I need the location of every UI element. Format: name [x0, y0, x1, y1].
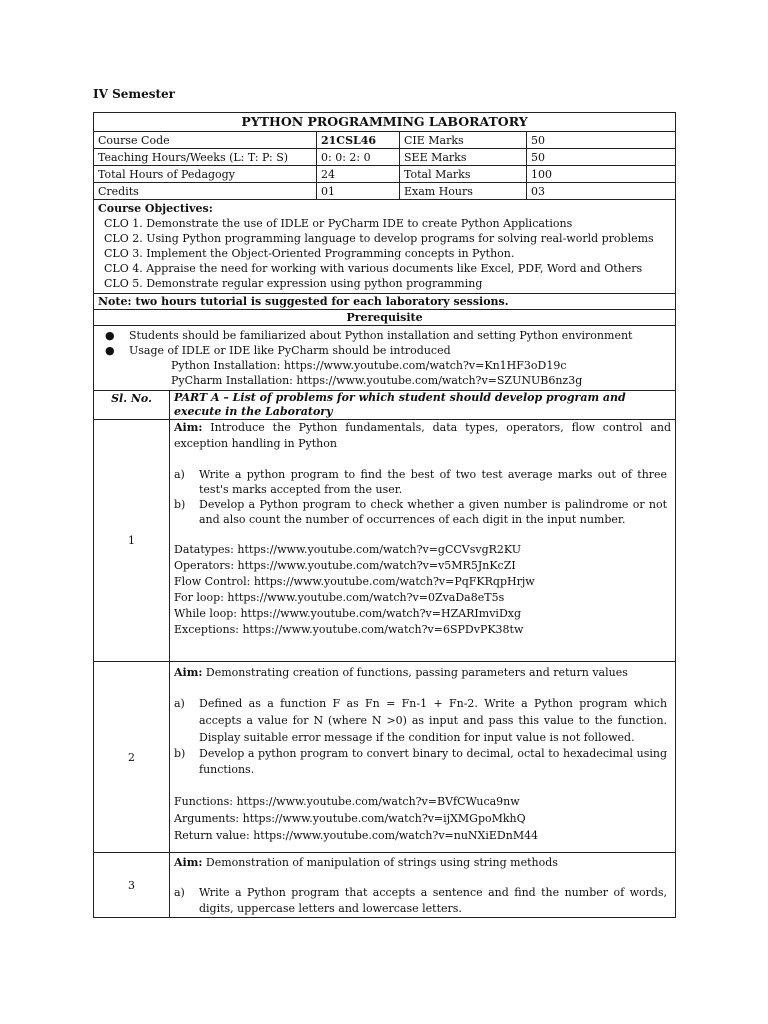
info-value: 0: 0: 2: 0 — [317, 149, 400, 166]
installation-link[interactable]: PyCharm Installation: https://www.youtube.com/watch?v=SZUNUB6nz3g — [171, 374, 583, 387]
video-link[interactable]: Functions: https://www.youtube.com/watch?v=BVfCWuca9nw — [174, 795, 520, 808]
clo-item: CLO 1. Demonstrate the use of IDLE or PyCharm IDE to create Python Applications — [104, 217, 573, 230]
question-item: a) Write a Python program that accepts a sentence and find the number of words, digits, uppercase letters and lowercase letters. — [174, 886, 668, 915]
bullet-icon: ● — [105, 329, 115, 342]
aim: Aim: Demonstration of manipulation of strings using string methods — [174, 856, 558, 869]
question-item: b) Develop a Python program to check whether a given number is palindrome or not and also count the number of occurrences of each digit in the input number. — [174, 498, 668, 526]
objectives-heading: Course Objectives: — [98, 202, 213, 215]
installation-link[interactable]: Python Installation: https://www.youtube.com/watch?v=Kn1HF3oD19c — [171, 359, 567, 372]
program-number: 2 — [94, 662, 170, 853]
info-label: Course Code — [94, 132, 317, 149]
program-number: 1 — [94, 420, 170, 662]
syllabus-table — [93, 112, 676, 918]
video-link[interactable]: Arguments: https://www.youtube.com/watch?v=ijXMGpoMkhQ — [174, 812, 526, 825]
clo-item: CLO 4. Appraise the need for working with various documents like Excel, PDF, Word and Others — [104, 262, 643, 275]
info-label: Teaching Hours/Weeks (L: T: P: S) — [94, 149, 317, 166]
video-link[interactable]: While loop: https://www.youtube.com/watch?v=HZARImviDxg — [174, 607, 522, 620]
prerequisite-list — [94, 326, 676, 391]
video-link[interactable]: Flow Control: https://www.youtube.com/watch?v=PqFKRqpHrjw — [174, 575, 535, 588]
clo-item: CLO 3. Implement the Object-Oriented Programming concepts in Python. — [104, 247, 515, 260]
video-link[interactable]: Datatypes: https://www.youtube.com/watch?v=gCCVsvgR2KU — [174, 543, 522, 556]
tutorial-note: Note: two hours tutorial is suggested for each laboratory sessions. — [94, 294, 676, 310]
aim: Aim: Demonstrating creation of functions, passing parameters and return values — [174, 666, 628, 679]
info-label: SEE Marks — [400, 149, 527, 166]
video-link[interactable]: Return value: https://www.youtube.com/watch?v=nuNXiEDnM44 — [174, 829, 539, 842]
program-details — [170, 662, 676, 853]
question-item: a) Write a python program to find the best of two test average marks out of three test's marks accepted from the user. — [174, 468, 668, 496]
video-link[interactable]: Operators: https://www.youtube.com/watch?v=v5MR5JnKcZI — [174, 559, 516, 572]
info-label: Credits — [94, 183, 317, 200]
question-item: b) Develop a python program to convert binary to decimal, octal to hexadecimal using functions. — [174, 747, 668, 776]
program-details — [170, 420, 676, 662]
bullet-icon: ● — [105, 344, 115, 357]
bullet-item: ● Usage of IDLE or IDE like PyCharm should be introduced — [105, 344, 451, 357]
info-label: Total Marks — [400, 166, 527, 183]
info-value: 50 — [527, 149, 676, 166]
aim: Aim: Introduce the Python fundamentals, data types, operators, flow control and exception handling in Python — [174, 421, 672, 450]
info-value: 03 — [527, 183, 676, 200]
info-value: 24 — [317, 166, 400, 183]
part-a-header: PART A – List of problems for which student should develop program and execute in the Laboratory — [170, 391, 676, 420]
info-value: 01 — [317, 183, 400, 200]
course-title: PYTHON PROGRAMMING LABORATORY — [94, 113, 676, 132]
semester-label: IV Semester — [93, 87, 175, 101]
clo-item: CLO 2. Using Python programming language to develop programs for solving real-world problems — [104, 232, 654, 245]
info-label: Exam Hours — [400, 183, 527, 200]
video-link[interactable]: For loop: https://www.youtube.com/watch?v=0ZvaDa8eT5s — [174, 591, 505, 604]
info-label: CIE Marks — [400, 132, 527, 149]
program-number: 3 — [94, 853, 170, 918]
info-label: Total Hours of Pedagogy — [94, 166, 317, 183]
program-details — [170, 853, 676, 918]
clo-item: CLO 5. Demonstrate regular expression using python programming — [104, 277, 483, 290]
bullet-item: ● Students should be familiarized about Python installation and setting Python environment — [105, 329, 633, 342]
info-value: 100 — [527, 166, 676, 183]
course-objectives — [94, 200, 676, 294]
sl-no-header: Sl. No. — [94, 391, 170, 420]
course-code-value: 21CSL46 — [317, 132, 400, 149]
video-link[interactable]: Exceptions: https://www.youtube.com/watch?v=6SPDvPK38tw — [174, 623, 524, 636]
question-item: a) Defined as a function F as Fn = Fn-1 + Fn-2. Write a Python program which accepts a value for N (where N >0) as input and pass this value to the function. Display suitable error message if the condition for input value is not followed. — [174, 697, 668, 744]
prerequisite-heading: Prerequisite — [94, 310, 676, 326]
info-value: 50 — [527, 132, 676, 149]
